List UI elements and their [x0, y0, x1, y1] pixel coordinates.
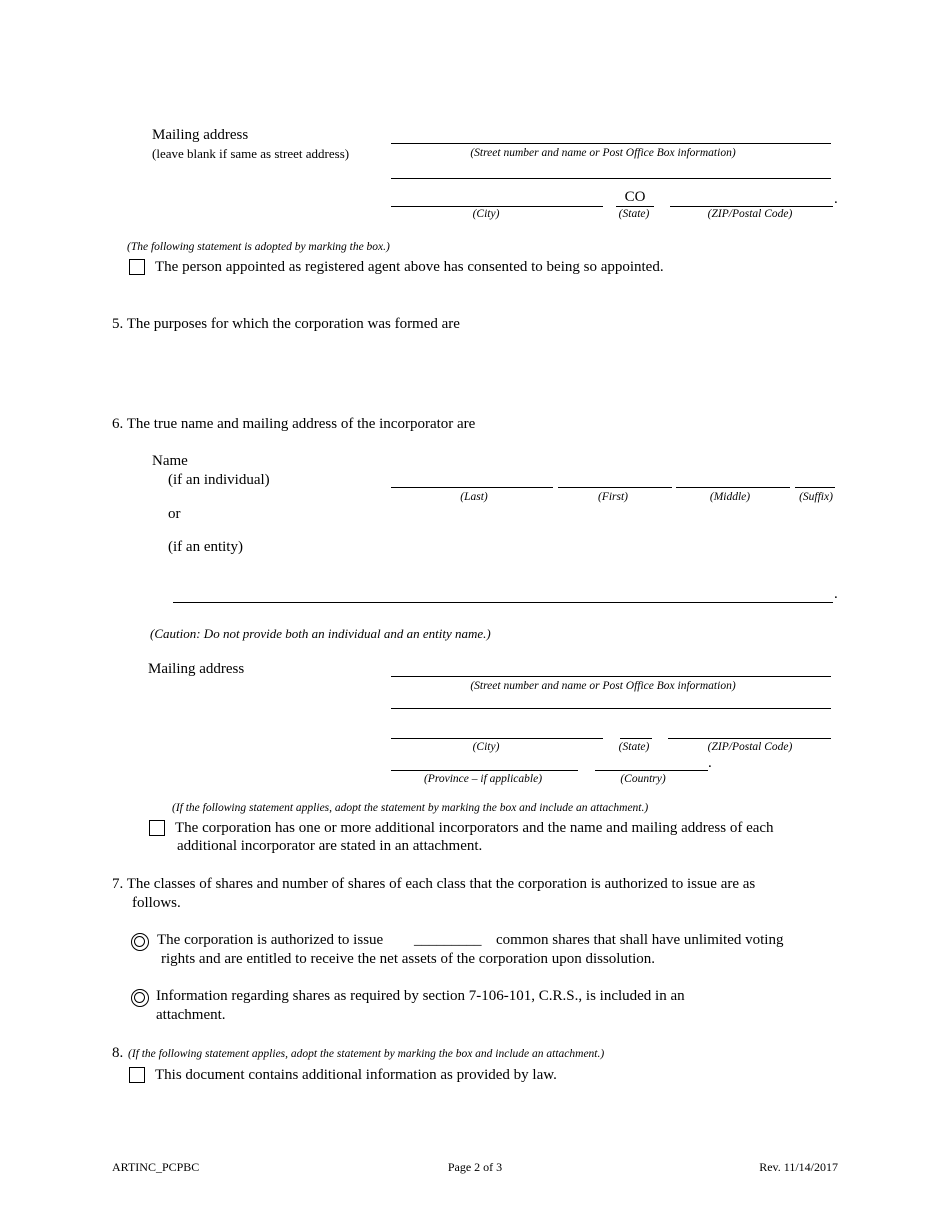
section8-note: (If the following statement applies, adopt the statement by marking the box and include an attachment.) — [128, 1048, 605, 1060]
agent-city-caption: (City) — [472, 208, 500, 220]
first-caption: (First) — [597, 491, 629, 503]
footer-revision: Rev. 11/14/2017 — [759, 1160, 838, 1174]
consent-note: (The following statement is adopted by marking the box.) — [127, 241, 390, 253]
incorporator-city-caption: (City) — [472, 741, 500, 753]
incorporator-province-caption: (Province – if applicable) — [423, 773, 543, 785]
section8-number: 8. — [112, 1045, 124, 1061]
footer-form-id: ARTINC_PCPBC — [112, 1160, 200, 1174]
first-name-line[interactable] — [558, 487, 672, 488]
agent-mailing-sublabel: (leave blank if same as street address) — [152, 146, 350, 161]
common-shares-prefix: The corporation is authorized to issue — [157, 932, 384, 948]
incorporator-name-label: Name — [152, 453, 188, 469]
agent-city-line[interactable] — [391, 206, 603, 207]
or-label: or — [168, 506, 181, 522]
incorporator-country-line[interactable] — [595, 770, 708, 771]
middle-name-line[interactable] — [676, 487, 790, 488]
suffix-line[interactable] — [795, 487, 835, 488]
incorporator-address-period: . — [708, 755, 712, 771]
agent-mailing-label: Mailing address — [152, 127, 249, 143]
shares-attachment-line2: attachment. — [156, 1007, 226, 1023]
incorporator-zip-line[interactable] — [668, 738, 831, 739]
entity-name-line[interactable] — [173, 602, 833, 603]
agent-state-line — [616, 206, 654, 207]
agent-state-value: CO — [624, 189, 646, 205]
incorporator-street-line-2[interactable] — [391, 708, 831, 709]
incorporator-street-caption: (Street number and name or Post Office Box information) — [470, 680, 736, 692]
agent-zip-caption: (ZIP/Postal Code) — [707, 208, 793, 220]
section7-line1: 7. The classes of shares and number of shares of each class that the corporation is authorized to issue are as — [112, 876, 756, 892]
consent-checkbox[interactable] — [129, 259, 145, 275]
incorporator-street-line-1[interactable] — [391, 676, 831, 677]
agent-address-period: . — [834, 191, 838, 207]
incorporator-country-caption: (Country) — [620, 773, 666, 785]
agent-street-line-2[interactable] — [391, 178, 831, 179]
entity-name-period: . — [834, 586, 838, 602]
section5-heading: 5. The purposes for which the corporation was formed are — [112, 316, 460, 332]
section6-heading: 6. The true name and mailing address of the incorporator are — [112, 416, 476, 432]
common-shares-suffix: common shares that shall have unlimited voting — [496, 932, 784, 948]
additional-info-checkbox[interactable] — [129, 1067, 145, 1083]
common-shares-count-blank[interactable]: _________ — [414, 932, 482, 948]
middle-caption: (Middle) — [709, 491, 751, 503]
additional-incorporators-checkbox[interactable] — [149, 820, 165, 836]
agent-street-line-1[interactable] — [391, 143, 831, 144]
suffix-caption: (Suffix) — [799, 491, 833, 503]
shares-attachment-line1: Information regarding shares as required by section 7-106-101, C.R.S., is included in an — [156, 988, 685, 1004]
additional-info-statement: This document contains additional information as provided by law. — [155, 1067, 557, 1083]
incorporator-zip-caption: (ZIP/Postal Code) — [707, 741, 793, 753]
common-shares-line2: rights and are entitled to receive the net assets of the corporation upon dissolution. — [161, 951, 656, 967]
incorporator-state-caption: (State) — [618, 741, 650, 753]
caution-note: (Caution: Do not provide both an individual and an entity name.) — [150, 626, 491, 641]
additional-incorporators-note: (If the following statement applies, adopt the statement by marking the box and include an attachment.) — [172, 802, 649, 814]
agent-state-caption: (State) — [618, 208, 650, 220]
shares-attachment-radio[interactable] — [131, 989, 149, 1007]
incorporator-city-line[interactable] — [391, 738, 603, 739]
incorporator-state-line[interactable] — [620, 738, 652, 739]
incorporator-mailing-label: Mailing address — [148, 661, 245, 677]
last-name-line[interactable] — [391, 487, 553, 488]
additional-incorporators-line1: The corporation has one or more additional incorporators and the name and mailing address of each — [175, 820, 774, 836]
consent-statement: The person appointed as registered agent above has consented to being so appointed. — [155, 259, 664, 275]
incorporator-province-line[interactable] — [391, 770, 578, 771]
footer-page-number: Page 2 of 3 — [447, 1160, 503, 1174]
additional-incorporators-line2: additional incorporator are stated in an attachment. — [177, 838, 483, 854]
individual-label: (if an individual) — [168, 472, 270, 488]
common-shares-radio[interactable] — [131, 933, 149, 951]
entity-label: (if an entity) — [168, 539, 243, 555]
last-caption: (Last) — [460, 491, 488, 503]
section7-line2: follows. — [132, 895, 181, 911]
agent-street-caption: (Street number and name or Post Office Box information) — [470, 147, 736, 159]
agent-zip-line[interactable] — [670, 206, 833, 207]
